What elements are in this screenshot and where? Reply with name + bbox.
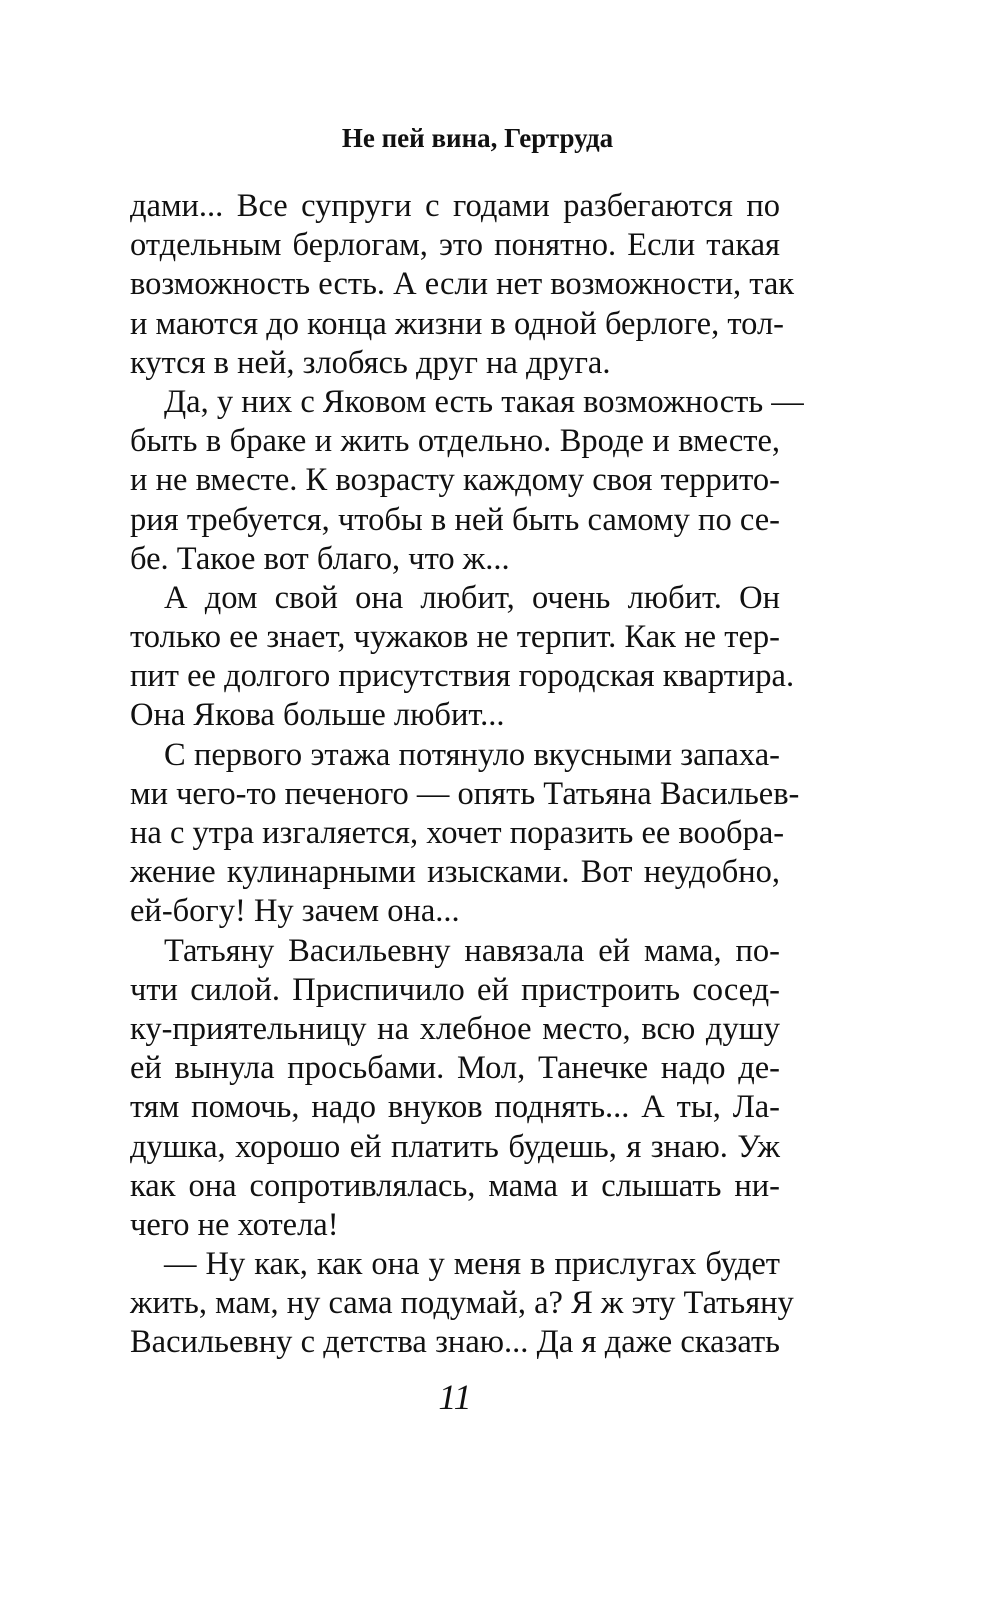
paragraph <box>130 1245 794 1363</box>
text-line: Васильевну с детства знаю... Да я даже сказать <box>130 1324 780 1361</box>
text-line: кутся в ней, злобясь друг на друга. <box>130 344 611 381</box>
text-line: чего не хотела! <box>130 1206 339 1243</box>
text-line: и не вместе. К возрасту каждому своя террито- <box>130 462 780 499</box>
text-line: чти силой. Приспичило ей пристроить сосед- <box>130 971 780 1008</box>
text-line: дами... Все супруги с годами разбегаются по <box>130 188 780 224</box>
paragraph <box>130 736 800 932</box>
paragraph <box>130 187 795 383</box>
text-line: бе. Такое вот благо, что ж... <box>130 540 510 577</box>
running-head: Не пей вина, Гертруда <box>341 123 614 153</box>
text-line: тям помочь, надо внуков поднять... А ты, Ла- <box>130 1089 780 1126</box>
paragraph <box>130 579 795 736</box>
text-line: — Ну как, как она у меня в прислугах будет <box>164 1246 780 1283</box>
text-line: и маются до конца жизни в одной берлоге, тол- <box>130 305 784 342</box>
text-line: возможность есть. А если нет возможности, так <box>130 266 795 303</box>
text-line: ку-приятельницу на хлебное место, всю душу <box>130 1010 780 1047</box>
text-line: как она сопротивлялась, мама и слышать ни- <box>130 1167 780 1204</box>
text-line: А дом свой она любит, очень любит. Он <box>164 579 780 616</box>
text-line: Да, у них с Яковом есть такая возможность — <box>164 383 804 420</box>
text-line: жить, мам, ну сама подумай, а? Я ж эту Татьяну <box>130 1285 794 1322</box>
text-line: на с утра изгаляется, хочет поразить ее вообра- <box>130 815 785 851</box>
text-line: отдельным берлогам, это понятно. Если такая <box>130 227 780 264</box>
paragraph <box>130 383 804 579</box>
text-line: С первого этажа потянуло вкусными запаха- <box>164 736 780 773</box>
text-line: душка, хорошо ей платить будешь, я знаю. Уж <box>130 1128 780 1165</box>
text-line: ей вынула просьбами. Мол, Танечке надо де- <box>130 1050 780 1087</box>
text-line: Она Якова больше любит... <box>130 697 505 734</box>
page-number: 11 <box>438 1377 472 1417</box>
text-line: ей-богу! Ну зачем она... <box>130 893 460 930</box>
paragraph <box>130 932 780 1246</box>
text-line: ми чего-то печеного — опять Татьяна Васильев- <box>130 775 800 812</box>
text-line: Татьяну Васильевну навязала ей мама, по- <box>164 932 780 969</box>
text-line: быть в браке и жить отдельно. Вроде и вместе, <box>130 423 780 460</box>
text-line: рия требуется, чтобы в ней быть самому по се- <box>130 501 780 538</box>
text-line: только ее знает, чужаков не терпит. Как не тер- <box>130 619 780 656</box>
text-line: пит ее долгого присутствия городская квартира. <box>130 658 795 695</box>
body-text <box>130 187 804 1363</box>
text-line: жение кулинарными изысками. Вот неудобно, <box>130 854 780 891</box>
